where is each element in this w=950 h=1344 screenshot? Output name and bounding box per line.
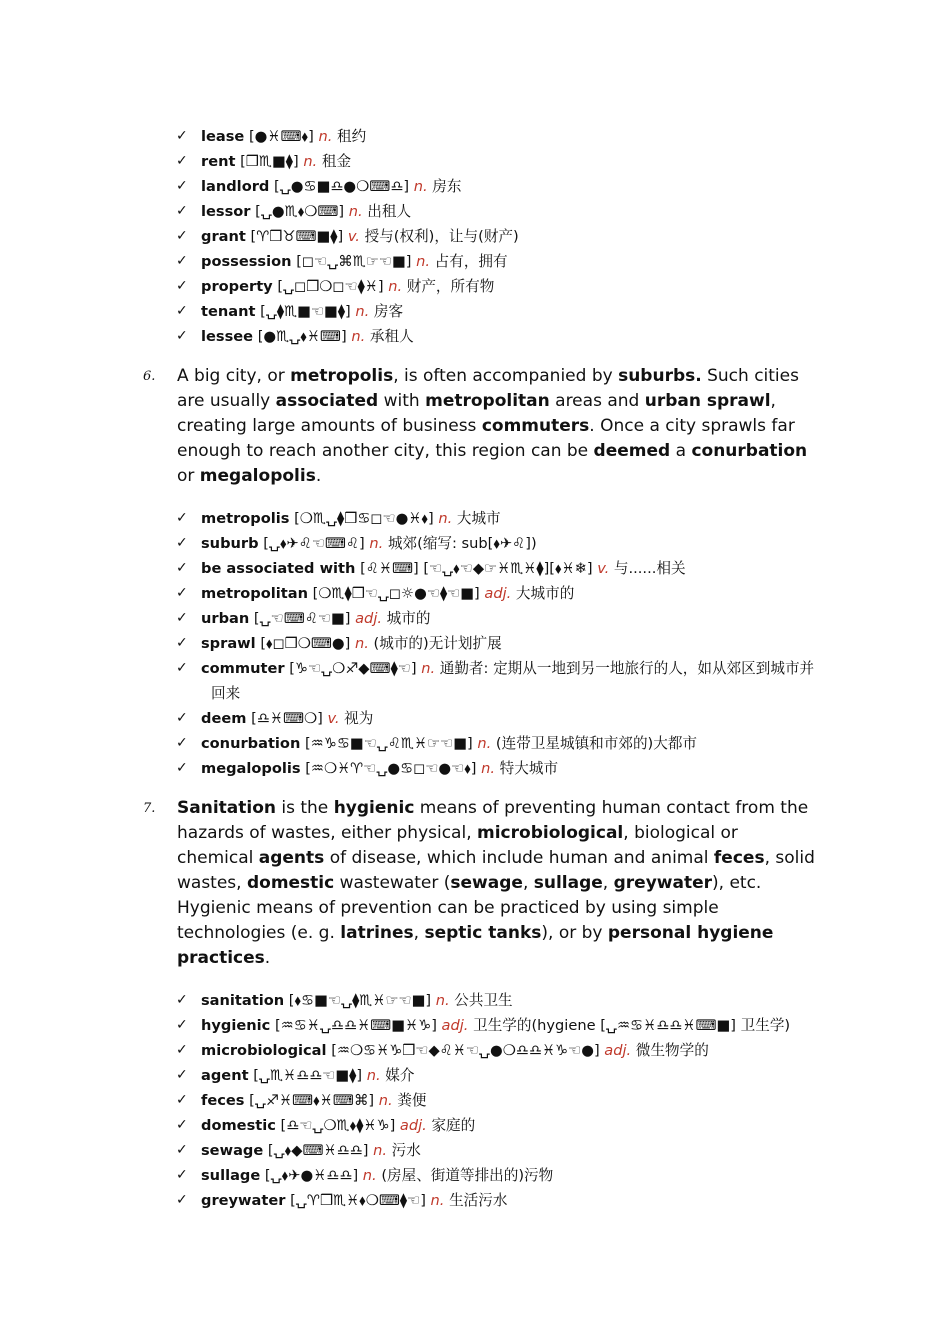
text-segment: , solid wastes, — [177, 848, 815, 893]
vocab-word: metropolitan — [201, 585, 308, 602]
vocab-part-of-speech: adj. — [484, 585, 512, 602]
vocab-meaning: 租金 — [321, 153, 352, 170]
vocab-word: deem — [201, 710, 247, 727]
vocab-list-3 — [0, 988, 950, 1213]
vocab-item — [0, 1188, 950, 1213]
checkmark-icon: ✓ — [176, 228, 188, 244]
vocab-phonetic: [♎♓⌨❍] — [251, 710, 323, 727]
vocab-part-of-speech: n. — [438, 510, 453, 527]
vocab-word: metropolis — [201, 510, 290, 527]
vocab-word: conurbation — [201, 735, 301, 752]
keyword: greywater — [613, 873, 712, 893]
vocab-word: lessee — [201, 328, 254, 345]
vocab-meaning: 卫生学的(hygiene [⍽♒♋♓♎♎♓⌨■] 卫生学) — [473, 1017, 791, 1034]
vocab-word: property — [201, 278, 273, 295]
checkmark-icon: ✓ — [176, 535, 188, 551]
vocab-item — [0, 706, 950, 731]
text-segment: is the — [275, 798, 334, 818]
paragraph-text — [177, 364, 817, 489]
vocab-word: possession — [201, 253, 292, 270]
vocab-item — [0, 506, 950, 531]
vocab-meaning: 公共卫生 — [454, 992, 513, 1009]
checkmark-icon: ✓ — [176, 1192, 188, 1208]
vocab-word: domestic — [201, 1117, 276, 1134]
keyword: personal hygiene practices — [177, 923, 774, 968]
checkmark-icon: ✓ — [176, 178, 188, 194]
text-segment: , biological or chemical — [177, 823, 738, 868]
vocab-meaning: 通勤者: 定期从一地到另一地旅行的人，如从郊区到城市并 — [439, 660, 815, 677]
checkmark-icon: ✓ — [176, 1067, 188, 1083]
vocab-part-of-speech: n. — [355, 635, 369, 652]
vocab-meaning: (连带卫星城镇和市郊的)大都市 — [495, 735, 698, 752]
text-segment: means of preventing human contact from the hazards of wastes, either physical, — [177, 798, 809, 843]
vocab-phonetic: [⍽⬧◆⌨♓♎♎] — [267, 1142, 369, 1159]
vocab-word: urban — [201, 610, 250, 627]
vocab-part-of-speech: n. — [413, 178, 428, 195]
vocab-word: microbiological — [201, 1042, 327, 1059]
vocab-part-of-speech: n. — [355, 303, 370, 320]
vocab-phonetic: [⍽◻❒❍◻☜⧫♓] — [277, 278, 384, 295]
vocab-phonetic: [⍽●♏⬧❍⌨] — [255, 203, 345, 220]
text-segment: areas and — [549, 391, 645, 411]
vocab-phonetic: [♑☜⍽❍♐◆⌨⧫☜] — [289, 660, 417, 677]
vocab-word: feces — [201, 1092, 245, 1109]
text-segment: . Once a city sprawls far enough to reach another city, this region can be — [177, 416, 795, 461]
vocab-phonetic: [⬧◻❒❍⌨●] — [260, 635, 351, 652]
vocab-meaning: 承租人 — [369, 328, 414, 345]
checkmark-icon: ✓ — [176, 635, 188, 651]
vocab-meaning: 视为 — [344, 710, 374, 727]
vocab-phonetic: [⍽♈❒♏♓⬧❍⌨⧫☜] — [290, 1192, 426, 1209]
vocab-phonetic: [♎☜⍽❍♏⬧⧫♓♑] — [280, 1117, 396, 1134]
keyword: megalopolis — [199, 466, 316, 486]
keyword: deemed — [593, 441, 671, 461]
keyword: agents — [258, 848, 325, 868]
keyword: hygienic — [333, 798, 415, 818]
vocab-list-2 — [0, 506, 950, 781]
vocab-item — [0, 324, 950, 349]
vocab-phonetic: [❍♏⍽⧫❒♋◻☜●♓⬧] — [294, 510, 434, 527]
vocab-meaning: 家庭的 — [431, 1117, 476, 1134]
vocab-meaning: 占有，拥有 — [434, 253, 508, 270]
vocab-phonetic: [⬧♋■☜⍽⧫♏♓☞☜■] — [288, 992, 432, 1009]
vocab-item — [0, 988, 950, 1013]
checkmark-icon: ✓ — [176, 1117, 188, 1133]
text-segment: of disease, which include human and animal — [324, 848, 714, 868]
checkmark-icon: ✓ — [176, 253, 188, 269]
vocab-item — [0, 581, 950, 606]
vocab-part-of-speech: n. — [318, 128, 333, 145]
vocab-word: megalopolis — [201, 760, 301, 777]
vocab-item — [0, 1013, 950, 1038]
vocab-part-of-speech: n. — [351, 328, 366, 345]
vocab-meaning-continued: 回来 — [211, 685, 241, 702]
vocab-word: rent — [201, 153, 236, 170]
vocab-word: sullage — [201, 1167, 261, 1184]
checkmark-icon: ✓ — [176, 560, 188, 576]
vocab-phonetic: [⍽⧫♏■☜■⧫] — [260, 303, 351, 320]
vocab-part-of-speech: v. — [327, 710, 340, 727]
vocab-meaning: (城市的)无计划扩展 — [373, 635, 502, 652]
keyword: conurbation — [691, 441, 808, 461]
text-segment: , creating large amounts of business — [177, 391, 776, 436]
vocab-part-of-speech: n. — [369, 535, 384, 552]
text-segment: ), or by — [541, 923, 608, 943]
keyword: feces — [713, 848, 765, 868]
vocab-phonetic: [♒♋♓⍽♎♎♓⌨■♓♑] — [274, 1017, 437, 1034]
keyword: commuters — [481, 416, 590, 436]
vocab-meaning: 出租人 — [367, 203, 412, 220]
text-segment: , — [522, 873, 534, 893]
paragraph-number: 6. — [143, 369, 156, 384]
checkmark-icon: ✓ — [176, 1042, 188, 1058]
keyword: microbiological — [477, 823, 624, 843]
checkmark-icon: ✓ — [176, 278, 188, 294]
checkmark-icon: ✓ — [176, 1142, 188, 1158]
vocab-word: commuter — [201, 660, 285, 677]
vocab-phonetic: [❍♏⧫❒☜⍽◻☼●☜⧫☜■] — [312, 585, 480, 602]
vocab-item — [0, 274, 950, 299]
vocab-item — [0, 1113, 950, 1138]
vocab-phonetic: [♒♑♋■☜⍽♌♏♓☞☜■] — [304, 735, 473, 752]
vocab-item — [0, 149, 950, 174]
vocab-part-of-speech: adj. — [441, 1017, 469, 1034]
keyword: metropolis — [290, 366, 394, 386]
vocab-word: suburb — [201, 535, 259, 552]
vocab-phonetic: [●♓⌨⬧] — [248, 128, 314, 145]
vocab-meaning: 财产，所有物 — [406, 278, 495, 295]
paragraph-7 — [0, 796, 950, 971]
checkmark-icon: ✓ — [176, 1167, 188, 1183]
checkmark-icon: ✓ — [176, 735, 188, 751]
vocab-word: sanitation — [201, 992, 285, 1009]
vocab-meaning: 污水 — [391, 1142, 421, 1159]
vocab-item — [0, 606, 950, 631]
vocab-meaning: 生活污水 — [449, 1192, 508, 1209]
checkmark-icon: ✓ — [176, 328, 188, 344]
vocab-item — [0, 124, 950, 149]
vocab-list-1 — [0, 124, 950, 349]
vocab-meaning: 城郊(缩写: sub[⬧✈♌]) — [387, 535, 537, 552]
vocab-part-of-speech: n. — [421, 660, 436, 677]
vocab-meaning: 城市的 — [386, 610, 431, 627]
vocab-item — [0, 299, 950, 324]
vocab-word: landlord — [201, 178, 270, 195]
vocab-meaning: 房东 — [432, 178, 462, 195]
vocab-word: agent — [201, 1067, 249, 1084]
vocab-part-of-speech: n. — [303, 153, 318, 170]
keyword: associated — [275, 391, 379, 411]
text-segment: . — [264, 948, 271, 968]
checkmark-icon: ✓ — [176, 585, 188, 601]
vocab-item — [0, 1038, 950, 1063]
vocab-word: be associated with — [201, 560, 356, 577]
vocab-meaning: 微生物学的 — [635, 1042, 709, 1059]
vocab-word: greywater — [201, 1192, 286, 1209]
text-segment: ), etc. Hygienic means of prevention can be practiced by using simple technologies (e. g. — [177, 873, 762, 943]
checkmark-icon: ✓ — [176, 128, 188, 144]
vocab-part-of-speech: n. — [388, 278, 403, 295]
vocab-item — [0, 1063, 950, 1088]
checkmark-icon: ✓ — [176, 153, 188, 169]
vocab-item — [0, 631, 950, 656]
vocab-meaning: (房屋、街道等排出的)污物 — [381, 1167, 554, 1184]
vocab-phonetic: [⍽●♋■♎●❍⌨♎] — [274, 178, 410, 195]
vocab-item — [0, 656, 950, 706]
vocab-phonetic: [◻☜⍽⌘♏☞☜■] — [296, 253, 412, 270]
vocab-part-of-speech: n. — [435, 992, 450, 1009]
vocab-meaning: 大城市 — [456, 510, 501, 527]
text-segment: , is often accompanied by — [393, 366, 619, 386]
vocab-part-of-speech: n. — [366, 1067, 381, 1084]
text-segment: , — [602, 873, 614, 893]
vocab-part-of-speech: n. — [373, 1142, 387, 1159]
vocab-word: hygienic — [201, 1017, 271, 1034]
vocab-part-of-speech: n. — [362, 1167, 377, 1184]
vocab-phonetic: [♒❍♓♈☜⍽●♋◻☜●☜⬧] — [305, 760, 477, 777]
checkmark-icon: ✓ — [176, 610, 188, 626]
vocab-item — [0, 731, 950, 756]
vocab-phonetic: [⍽⬧✈♌☜⌨♌] — [263, 535, 365, 552]
vocab-phonetic: [♈❒♉⌨■⧫] — [250, 228, 344, 245]
text-segment: or — [177, 466, 200, 486]
keyword: sullage — [533, 873, 603, 893]
vocab-phonetic: [⍽⬧✈●♓♎♎] — [264, 1167, 359, 1184]
checkmark-icon: ✓ — [176, 1092, 188, 1108]
vocab-part-of-speech: n. — [477, 735, 492, 752]
vocab-word: lease — [201, 128, 245, 145]
paragraph-6 — [0, 364, 950, 489]
text-segment: , — [413, 923, 425, 943]
vocab-item — [0, 1138, 950, 1163]
paragraph-text — [177, 796, 817, 971]
vocab-part-of-speech: v. — [347, 228, 360, 245]
vocab-meaning: 与......相关 — [613, 560, 686, 577]
vocab-part-of-speech: v. — [597, 560, 610, 577]
vocab-phonetic: [⍽♏♓♎♎☜■⧫] — [253, 1067, 363, 1084]
vocab-item — [0, 174, 950, 199]
vocab-part-of-speech: adj. — [355, 610, 383, 627]
checkmark-icon: ✓ — [176, 710, 188, 726]
vocab-meaning: 授与(权利)，让与(财产) — [364, 228, 519, 245]
vocab-phonetic: [⍽☜⌨♌☜■] — [253, 610, 351, 627]
checkmark-icon: ✓ — [176, 510, 188, 526]
keyword: latrines — [340, 923, 414, 943]
keyword: sewage — [450, 873, 523, 893]
vocab-part-of-speech: n. — [348, 203, 363, 220]
checkmark-icon: ✓ — [176, 760, 188, 776]
vocab-phonetic: [⍽♐♓⌨⬧♓⌨⌘] — [249, 1092, 375, 1109]
vocab-meaning: 媒介 — [385, 1067, 415, 1084]
vocab-part-of-speech: n. — [416, 253, 430, 270]
vocab-item — [0, 199, 950, 224]
vocab-part-of-speech: n. — [430, 1192, 445, 1209]
vocab-item — [0, 1088, 950, 1113]
text-segment: Such cities are usually — [177, 366, 799, 411]
keyword: septic tanks — [424, 923, 542, 943]
vocab-item — [0, 224, 950, 249]
vocab-item — [0, 249, 950, 274]
vocab-word: sprawl — [201, 635, 256, 652]
text-segment: with — [378, 391, 426, 411]
vocab-meaning: 粪便 — [397, 1092, 427, 1109]
vocab-word: sewage — [201, 1142, 264, 1159]
text-segment: wastewater ( — [334, 873, 451, 893]
checkmark-icon: ✓ — [176, 660, 188, 676]
paragraph-number: 7. — [143, 801, 156, 816]
keyword: metropolitan — [425, 391, 550, 411]
vocab-phonetic: [♒❍♋♓♑❒☜◆♌♓☜⍽●❍♎♎♓♑☜●] — [331, 1042, 600, 1059]
checkmark-icon: ✓ — [176, 992, 188, 1008]
keyword: domestic — [246, 873, 335, 893]
checkmark-icon: ✓ — [176, 303, 188, 319]
vocab-meaning: 大城市的 — [515, 585, 575, 602]
checkmark-icon: ✓ — [176, 203, 188, 219]
vocab-word: tenant — [201, 303, 256, 320]
vocab-phonetic: [❒♏■⧫] — [240, 153, 299, 170]
vocab-meaning: 特大城市 — [499, 760, 559, 777]
vocab-phonetic: [●♏⍽⬧♓⌨] — [257, 328, 347, 345]
vocab-item — [0, 1163, 950, 1188]
keyword: Sanitation — [177, 798, 276, 818]
vocab-phonetic: [♌♓⌨] [☜⍽⬧☜◆☞♓♏♓⧫][⬧♓❄] — [360, 560, 593, 577]
checkmark-icon: ✓ — [176, 1017, 188, 1033]
vocab-item — [0, 531, 950, 556]
vocab-part-of-speech: adj. — [399, 1117, 427, 1134]
vocab-item — [0, 556, 950, 581]
vocab-part-of-speech: n. — [481, 760, 496, 777]
vocab-part-of-speech: adj. — [604, 1042, 632, 1059]
vocab-word: lessor — [201, 203, 251, 220]
keyword: suburbs. — [618, 366, 702, 386]
text-segment: A big city, or — [177, 366, 291, 386]
vocab-word: grant — [201, 228, 246, 245]
text-segment: a — [670, 441, 692, 461]
text-segment: . — [315, 466, 322, 486]
vocab-meaning: 租约 — [337, 128, 367, 145]
vocab-item — [0, 756, 950, 781]
vocab-meaning: 房客 — [373, 303, 404, 320]
keyword: urban sprawl — [644, 391, 771, 411]
vocab-part-of-speech: n. — [378, 1092, 393, 1109]
